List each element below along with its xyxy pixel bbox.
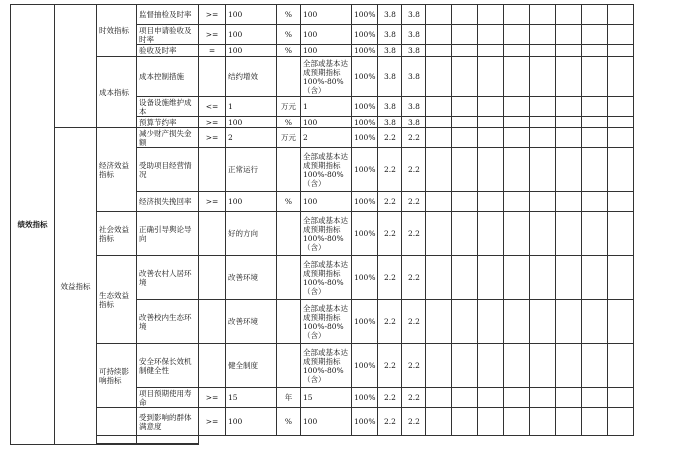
table-row [11, 408, 634, 436]
weight: 100% [352, 97, 378, 117]
weight: 100% [352, 117, 378, 128]
operator: >= [199, 5, 226, 25]
empty-cell [582, 57, 608, 97]
empty-cell [582, 5, 608, 25]
unit [277, 57, 301, 97]
empty-cell [530, 408, 556, 436]
empty-cell [608, 256, 634, 300]
score: 2.2 [378, 212, 402, 256]
empty-cell [582, 344, 608, 388]
empty-cell [478, 256, 504, 300]
operator [199, 344, 226, 388]
empty-cell [97, 436, 137, 444]
empty-cell [478, 148, 504, 192]
indicator-name: 受助项目经营情况 [137, 148, 199, 192]
unit: % [277, 45, 301, 57]
obtained-score: 2.2 [402, 408, 426, 436]
empty-cell [452, 192, 478, 212]
table-body [11, 5, 634, 445]
empty-cell [426, 408, 452, 436]
empty-cell [426, 388, 452, 408]
obtained-score: 2.2 [402, 148, 426, 192]
empty-cell [556, 5, 582, 25]
empty-cell [426, 45, 452, 57]
level3-satisfaction-label [97, 408, 137, 436]
weight: 100% [352, 388, 378, 408]
operator [199, 300, 226, 344]
empty-cell [478, 25, 504, 45]
empty-cell [582, 45, 608, 57]
target-value: 100 [226, 408, 277, 436]
empty-cell [530, 128, 556, 148]
actual-value: 全部或基本达成预期指标100%-80%（含） [301, 256, 352, 300]
operator: >= [199, 128, 226, 148]
empty-cell [582, 117, 608, 128]
empty-cell [504, 300, 530, 344]
table-row [11, 57, 634, 97]
weight: 100% [352, 25, 378, 45]
unit: 万元 [277, 128, 301, 148]
unit [277, 344, 301, 388]
score: 3.8 [378, 117, 402, 128]
empty-cell [530, 117, 556, 128]
empty-cell [608, 212, 634, 256]
unit: % [277, 25, 301, 45]
empty-cell [504, 388, 530, 408]
indicator-name: 监督抽检及时率 [137, 5, 199, 25]
weight: 100% [352, 300, 378, 344]
empty-cell [608, 117, 634, 128]
target-value: 100 [226, 117, 277, 128]
weight: 100% [352, 256, 378, 300]
indicator-name: 项目申请验收及时率 [137, 25, 199, 45]
actual-value: 全部或基本达成预期指标100%-80%（含） [301, 57, 352, 97]
empty-cell [504, 25, 530, 45]
weight: 100% [352, 192, 378, 212]
empty-cell [426, 97, 452, 117]
empty-cell [582, 212, 608, 256]
empty-cell [478, 97, 504, 117]
empty-cell [530, 57, 556, 97]
empty-cell [478, 57, 504, 97]
empty-cell [426, 192, 452, 212]
empty-cell [478, 344, 504, 388]
empty-cell [530, 192, 556, 212]
table-row [11, 256, 634, 300]
empty-cell [426, 5, 452, 25]
empty-cell [556, 212, 582, 256]
empty-cell [504, 408, 530, 436]
empty-cell [504, 5, 530, 25]
empty-cell [478, 408, 504, 436]
empty-cell [452, 117, 478, 128]
empty-cell [504, 128, 530, 148]
unit: % [277, 117, 301, 128]
empty-cell [452, 388, 478, 408]
operator [199, 212, 226, 256]
empty-cell [608, 408, 634, 436]
target-value: 好的方向 [226, 212, 277, 256]
score: 2.2 [378, 408, 402, 436]
target-value: 2 [226, 128, 277, 148]
empty-cell [608, 148, 634, 192]
empty-cell [556, 97, 582, 117]
level2-effect-label: 效益指标 [55, 128, 97, 445]
empty-cell [530, 97, 556, 117]
weight: 100% [352, 344, 378, 388]
empty-cell [137, 444, 199, 445]
target-value: 健全制度 [226, 344, 277, 388]
indicator-name: 减少财产损失金额 [137, 128, 199, 148]
obtained-score: 3.8 [402, 97, 426, 117]
actual-value: 100 [301, 5, 352, 25]
empty-cell [556, 57, 582, 97]
empty-cell [608, 97, 634, 117]
actual-value: 100 [301, 117, 352, 128]
unit: % [277, 408, 301, 436]
score: 2.2 [378, 300, 402, 344]
empty-cell [556, 344, 582, 388]
target-value: 1 [226, 97, 277, 117]
score: 2.2 [378, 148, 402, 192]
empty-cell [530, 256, 556, 300]
empty-cell [530, 45, 556, 57]
empty-cell [556, 128, 582, 148]
level1-label: 绩效指标 [11, 5, 55, 445]
table-row [11, 212, 634, 256]
operator: >= [199, 388, 226, 408]
indicator-name: 成本控制措施 [137, 57, 199, 97]
performance-indicator-table [10, 4, 634, 445]
empty-cell [504, 256, 530, 300]
indicator-name: 安全环保长效机制健全性 [137, 344, 199, 388]
actual-value: 100 [301, 192, 352, 212]
empty-cell [582, 408, 608, 436]
empty-cell [452, 148, 478, 192]
empty-cell [452, 25, 478, 45]
target-value: 结约增效 [226, 57, 277, 97]
target-value: 100 [226, 25, 277, 45]
empty-cell [556, 408, 582, 436]
empty-cell [478, 45, 504, 57]
level3-sustainable-label: 可持续影响指标 [97, 344, 137, 408]
score: 3.8 [378, 45, 402, 57]
empty-cell [530, 388, 556, 408]
actual-value: 全部或基本达成预期指标100%-80%（含） [301, 148, 352, 192]
unit: 万元 [277, 97, 301, 117]
empty-cell [478, 212, 504, 256]
empty-cell [608, 192, 634, 212]
empty-cell [582, 25, 608, 45]
empty-cell [556, 300, 582, 344]
table-row [11, 5, 634, 25]
empty-cell [426, 128, 452, 148]
score: 3.8 [378, 57, 402, 97]
table-row [11, 444, 634, 445]
obtained-score: 2.2 [402, 128, 426, 148]
empty-cell [137, 436, 199, 444]
level2-output-label [55, 5, 97, 128]
obtained-score: 3.8 [402, 5, 426, 25]
obtained-score: 3.8 [402, 117, 426, 128]
empty-cell [556, 45, 582, 57]
empty-cell [608, 25, 634, 45]
level3-cost-label: 成本指标 [97, 57, 137, 128]
empty-cell [426, 117, 452, 128]
unit: % [277, 192, 301, 212]
weight: 100% [352, 5, 378, 25]
empty-cell [504, 192, 530, 212]
obtained-score: 2.2 [402, 300, 426, 344]
empty-cell [504, 148, 530, 192]
score: 2.2 [378, 128, 402, 148]
target-value: 改善环境 [226, 256, 277, 300]
target-value: 100 [226, 192, 277, 212]
empty-cell [608, 344, 634, 388]
empty-cell [452, 45, 478, 57]
target-value: 100 [226, 5, 277, 25]
unit [277, 256, 301, 300]
empty-cell [556, 256, 582, 300]
empty-cell [556, 117, 582, 128]
score: 2.2 [378, 256, 402, 300]
indicator-name: 验收及时率 [137, 45, 199, 57]
indicator-name: 项目预期使用寿命 [137, 388, 199, 408]
score: 2.2 [378, 388, 402, 408]
obtained-score: 2.2 [402, 212, 426, 256]
operator [199, 256, 226, 300]
score: 3.8 [378, 25, 402, 45]
target-value: 正常运行 [226, 148, 277, 192]
unit [277, 212, 301, 256]
empty-cell [582, 97, 608, 117]
empty-cell [478, 117, 504, 128]
empty-cell [582, 256, 608, 300]
empty-cell [608, 57, 634, 97]
empty-cell [608, 45, 634, 57]
empty-cell [530, 344, 556, 388]
empty-cell [582, 300, 608, 344]
empty-cell [530, 25, 556, 45]
empty-cell [452, 212, 478, 256]
level3-economic-label: 经济效益指标 [97, 128, 137, 212]
empty-cell [452, 128, 478, 148]
operator: = [199, 45, 226, 57]
empty-cell [426, 148, 452, 192]
obtained-score: 3.8 [402, 45, 426, 57]
weight: 100% [352, 45, 378, 57]
empty-cell [608, 5, 634, 25]
actual-value: 100 [301, 25, 352, 45]
empty-cell [530, 212, 556, 256]
empty-cell [556, 25, 582, 45]
empty-cell [530, 148, 556, 192]
actual-value: 全部或基本达成预期指标100%-80%（含） [301, 344, 352, 388]
empty-cell [426, 57, 452, 97]
obtained-score: 2.2 [402, 256, 426, 300]
operator [199, 57, 226, 97]
indicator-name: 预算节约率 [137, 117, 199, 128]
target-value: 100 [226, 45, 277, 57]
table-row [11, 344, 634, 388]
empty-cell [504, 344, 530, 388]
level3-ecological-label: 生态效益指标 [97, 256, 137, 344]
obtained-score: 3.8 [402, 25, 426, 45]
empty-cell [608, 300, 634, 344]
unit [277, 148, 301, 192]
empty-cell [478, 192, 504, 212]
unit: 年 [277, 388, 301, 408]
empty-cell [452, 344, 478, 388]
operator: >= [199, 25, 226, 45]
actual-value: 15 [301, 388, 352, 408]
empty-cell [426, 212, 452, 256]
table-row [11, 128, 634, 148]
empty-cell [97, 444, 137, 445]
empty-cell [504, 212, 530, 256]
empty-cell [452, 300, 478, 344]
target-value: 改善环境 [226, 300, 277, 344]
weight: 100% [352, 128, 378, 148]
empty-cell [504, 57, 530, 97]
indicator-name: 受到影响的群体满意度 [137, 408, 199, 436]
operator: <= [199, 97, 226, 117]
empty-cell [452, 57, 478, 97]
weight: 100% [352, 148, 378, 192]
indicator-name: 设备设施维护成本 [137, 97, 199, 117]
indicator-name: 经济损失挽回率 [137, 192, 199, 212]
empty-cell [582, 148, 608, 192]
indicator-name: 改善校内生态环境 [137, 300, 199, 344]
empty-cell [426, 256, 452, 300]
score: 2.2 [378, 344, 402, 388]
unit [277, 300, 301, 344]
score: 3.8 [378, 97, 402, 117]
operator: >= [199, 117, 226, 128]
empty-cell [556, 388, 582, 408]
score: 3.8 [378, 5, 402, 25]
empty-cell [556, 148, 582, 192]
obtained-score: 2.2 [402, 388, 426, 408]
empty-cell [530, 300, 556, 344]
indicator-name: 改善农村人居环境 [137, 256, 199, 300]
empty-cell [582, 128, 608, 148]
weight: 100% [352, 212, 378, 256]
empty-cell [478, 300, 504, 344]
empty-cell [452, 408, 478, 436]
target-value: 15 [226, 388, 277, 408]
empty-cell [478, 5, 504, 25]
table-row [11, 436, 634, 444]
actual-value: 1 [301, 97, 352, 117]
empty-cell [452, 256, 478, 300]
empty-cell [530, 5, 556, 25]
level3-timeliness-label: 时效指标 [97, 5, 137, 57]
empty-cell [426, 344, 452, 388]
empty-cell [556, 192, 582, 212]
empty-cell [478, 388, 504, 408]
score: 2.2 [378, 192, 402, 212]
empty-cell [608, 388, 634, 408]
obtained-score: 2.2 [402, 344, 426, 388]
empty-cell [426, 300, 452, 344]
actual-value: 100 [301, 408, 352, 436]
actual-value: 100 [301, 45, 352, 57]
indicator-name: 正确引导舆论导向 [137, 212, 199, 256]
empty-cell [452, 5, 478, 25]
empty-cell [452, 97, 478, 117]
obtained-score: 3.8 [402, 57, 426, 97]
actual-value: 全部或基本达成预期指标100%-80%（含） [301, 212, 352, 256]
weight: 100% [352, 408, 378, 436]
empty-cell [426, 25, 452, 45]
obtained-score: 2.2 [402, 192, 426, 212]
empty-cell [582, 388, 608, 408]
empty-cell [582, 192, 608, 212]
operator: >= [199, 408, 226, 436]
weight: 100% [352, 57, 378, 97]
actual-value: 2 [301, 128, 352, 148]
operator [199, 148, 226, 192]
level3-social-label: 社会效益指标 [97, 212, 137, 256]
operator: >= [199, 192, 226, 212]
empty-cell [478, 128, 504, 148]
unit: % [277, 5, 301, 25]
empty-cell [608, 128, 634, 148]
actual-value: 全部或基本达成预期指标100%-80%（含） [301, 300, 352, 344]
empty-cell [504, 45, 530, 57]
empty-cell [504, 97, 530, 117]
empty-cell [504, 117, 530, 128]
